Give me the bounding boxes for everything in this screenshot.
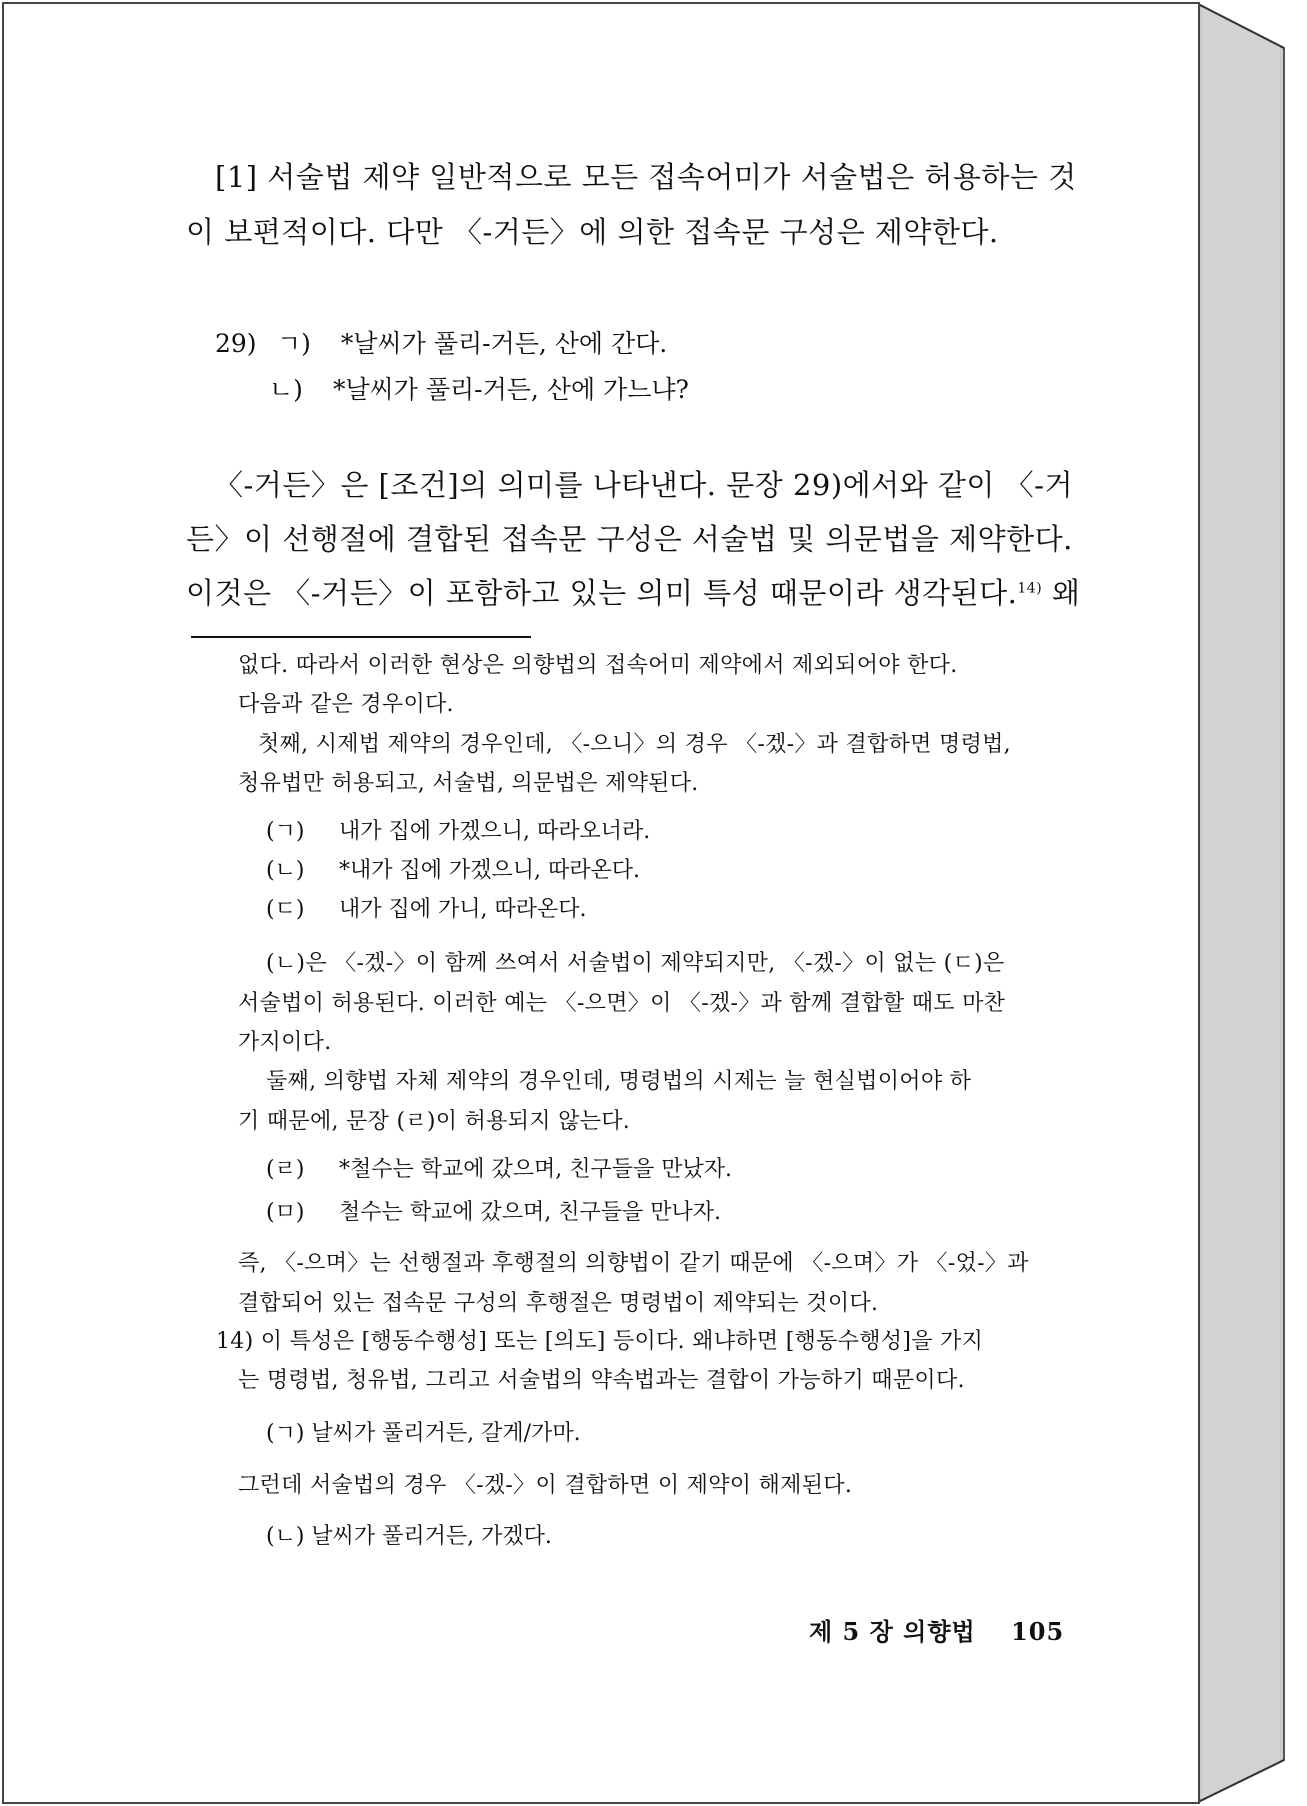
footnote-14-example: (ㄱ) 날씨가 풀리거든, 갈게/가마. — [266, 1421, 581, 1446]
footnote-divider — [191, 636, 531, 638]
example-text: 내가 집에 가겠으니, 따라오너라. — [339, 819, 651, 844]
footnote-example — [266, 851, 640, 890]
example-29-a — [215, 322, 667, 366]
chapter-title: 제 5 장 의향법 — [809, 1617, 976, 1646]
text-line — [186, 566, 1080, 620]
example-mark: ㄴ) — [269, 375, 303, 404]
second-paragraph-line-1 — [214, 458, 1073, 512]
text-line: 든〉이 선행절에 결합된 접속문 구성은 서술법 및 의문법을 제약한다. — [186, 522, 1073, 556]
footnote-example — [266, 890, 587, 929]
footnote-line: 청유법만 허용되고, 서술법, 의문법은 제약된다. — [238, 771, 699, 796]
example-mark: (ㄴ) — [266, 858, 305, 883]
example-mark: (ㄷ) — [266, 897, 305, 922]
text-line: 이 보편적이다. 다만 〈-거든〉에 의한 접속문 구성은 제약한다. — [186, 215, 999, 249]
footnote-line: 서술법이 허용된다. 이러한 예는 〈-으면〉이 〈-겠-〉과 함께 결합할 때도 마찬 — [238, 991, 1006, 1016]
main-paragraph-line-2 — [186, 205, 999, 259]
footnote-example — [266, 1193, 721, 1232]
footnote-line: 가지이다. — [238, 1030, 332, 1055]
footnote-ref-14[interactable]: 14) — [1017, 580, 1043, 597]
footnote-line: 기 때문에, 문장 (ㄹ)이 허용되지 않는다. — [238, 1109, 631, 1134]
line-text: 이것은 〈-거든〉이 포함하고 있는 의미 특성 때문이라 생각된다. — [186, 576, 1018, 610]
footnote-example — [266, 1150, 732, 1189]
text-line: 〈-거든〉은 [조건]의 의미를 나타낸다. 문장 29)에서와 같이 〈-거 — [214, 468, 1073, 502]
example-mark: (ㄱ) — [266, 819, 305, 844]
example-29-b — [269, 368, 689, 412]
footnote-line: 첫째, 시제법 제약의 경우인데, 〈-으니〉의 경우 〈-겠-〉과 결합하면 명령법, — [258, 732, 1011, 757]
example-text: *날씨가 풀리-거든, 산에 간다. — [340, 329, 668, 358]
footnote-line: 결합되어 있는 접속문 구성의 후행절은 명령법이 제약되는 것이다. — [238, 1291, 879, 1316]
page-footer — [809, 1612, 1064, 1647]
example-text: 철수는 학교에 갔으며, 친구들을 만나자. — [339, 1200, 721, 1225]
footnote-14-line: 14) 이 특성은 [행동수행성] 또는 [의도] 등이다. 왜냐하면 [행동수행성]을 가지 — [216, 1329, 984, 1354]
footnote-line: 다음과 같은 경우이다. — [238, 692, 454, 717]
example-text: *철수는 학교에 갔으며, 친구들을 만났자. — [339, 1157, 732, 1182]
example-number: 29) — [215, 329, 257, 358]
text-line: [1] 서술법 제약 일반적으로 모든 접속어미가 서술법은 허용하는 것 — [215, 160, 1077, 194]
footnote-line: (ㄴ)은 〈-겠-〉이 함께 쓰여서 서술법이 제약되지만, 〈-겠-〉이 없는 (ㄷ)은 — [266, 951, 1005, 976]
footnote-line: 즉, 〈-으며〉는 선행절과 후행절의 의향법이 같기 때문에 〈-으며〉가 〈-었-〉과 — [238, 1251, 1029, 1276]
second-paragraph-line-2 — [186, 512, 1073, 566]
second-paragraph-line-3 — [186, 566, 1080, 620]
example-text: *내가 집에 가겠으니, 따라온다. — [339, 858, 640, 883]
footnote-example — [266, 812, 650, 851]
main-paragraph-line-1 — [215, 150, 1077, 204]
example-mark: (ㅁ) — [266, 1200, 305, 1225]
footnote-line: 둘째, 의향법 자체 제약의 경우인데, 명령법의 시제는 늘 현실법이어야 하 — [266, 1069, 972, 1094]
page-content — [4, 4, 1198, 1802]
footnote-14-line: 그런데 서술법의 경우 〈-겠-〉이 결합하면 이 제약이 해제된다. — [238, 1473, 853, 1498]
example-mark: (ㄹ) — [266, 1157, 305, 1182]
page-number: 105 — [1011, 1617, 1065, 1646]
footnote-14-line: 는 명령법, 청유법, 그리고 서술법의 약속법과는 결합이 가능하기 때문이다. — [238, 1368, 965, 1393]
example-mark: ㄱ) — [276, 329, 311, 358]
example-text: 내가 집에 가니, 따라온다. — [339, 897, 587, 922]
footnote-line: 없다. 따라서 이러한 현상은 의향법의 접속어미 제약에서 제외되어야 한다. — [238, 653, 958, 678]
example-text: *날씨가 풀리-거든, 산에 가느냐? — [332, 375, 689, 404]
book-page — [4, 4, 1198, 1802]
footnote-14-example: (ㄴ) 날씨가 풀리거든, 가겠다. — [266, 1524, 552, 1549]
line-last-word: 왜 — [1051, 576, 1081, 610]
